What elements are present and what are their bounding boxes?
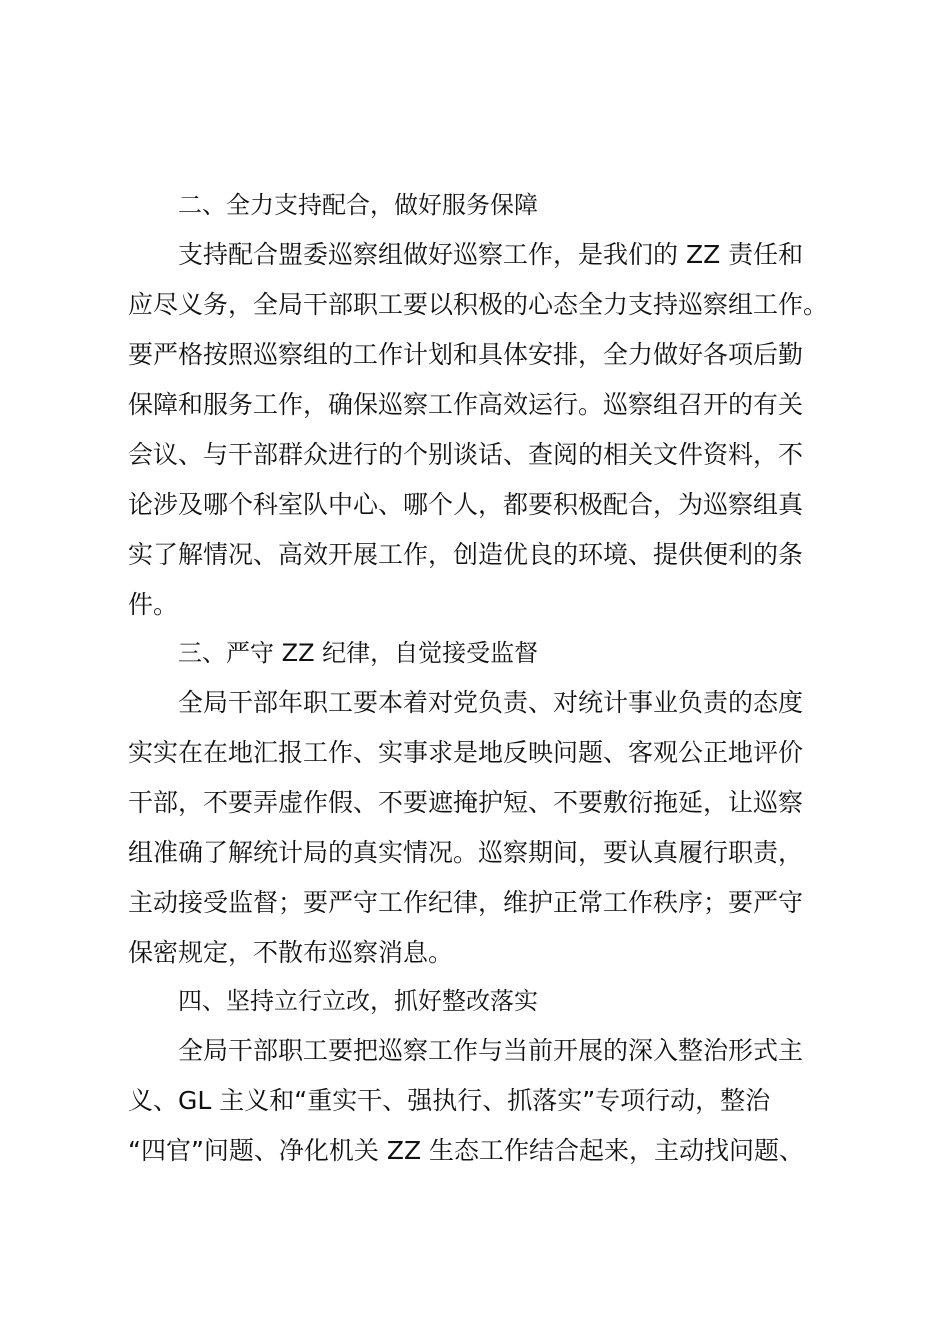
paragraph-line: 保密规定，不散布巡察消息。 bbox=[128, 938, 454, 967]
paragraph-line: 保障和服务工作，确保巡察工作高效运行。巡察组召开的有关 bbox=[128, 390, 804, 419]
paragraph-line: 应尽义务，全局干部职工要以积极的心态全力支持巡察组工作。 bbox=[128, 290, 829, 319]
paragraph-line: 全局干部职工要把巡察工作与当前开展的深入整治形式主 bbox=[178, 1036, 804, 1065]
paragraph-line: 支持配合盟委巡察组做好巡察工作，是我们的 ZZ 责任和 bbox=[178, 240, 804, 269]
paragraph-line: 论涉及哪个科室队中心、哪个人，都要积极配合，为巡察组真 bbox=[128, 490, 804, 519]
paragraph-line: 组准确了解统计局的真实情况。巡察期间，要认真履行职责， bbox=[128, 838, 804, 867]
paragraph-line: 会议、与干部群众进行的个别谈话、查阅的相关文件资料，不 bbox=[128, 440, 804, 469]
paragraph-line: 全局干部年职工要本着对党负责、对统计事业负责的态度 bbox=[178, 688, 804, 717]
paragraph-line: 干部，不要弄虚作假、不要遮掩护短、不要敷衍拖延，让巡察 bbox=[128, 788, 804, 817]
paragraph-line: 件。 bbox=[128, 590, 179, 619]
paragraph-line: 实了解情况、高效开展工作，创造优良的环境、提供便利的条 bbox=[128, 540, 804, 569]
paragraph-line: 义、GL 主义和“重实干、强执行、抓落实”专项行动，整治 bbox=[128, 1086, 771, 1115]
paragraph-line: 主动接受监督；要严守工作纪律，维护正常工作秩序；要严守 bbox=[128, 888, 804, 917]
paragraph-line: 实实在在地汇报工作、实事求是地反映问题、客观公正地评价 bbox=[128, 738, 804, 767]
section-heading-3: 三、严守 ZZ 纪律，自觉接受监督 bbox=[178, 639, 539, 667]
section-heading-2: 二、全力支持配合，做好服务保障 bbox=[178, 191, 538, 219]
paragraph-line: “四官”问题、净化机关 ZZ 生态工作结合起来，主动找问题、 bbox=[128, 1136, 805, 1165]
section-heading-4: 四、坚持立行立改，抓好整改落实 bbox=[178, 987, 538, 1015]
paragraph-line: 要严格按照巡察组的工作计划和具体安排，全力做好各项后勤 bbox=[128, 340, 804, 369]
